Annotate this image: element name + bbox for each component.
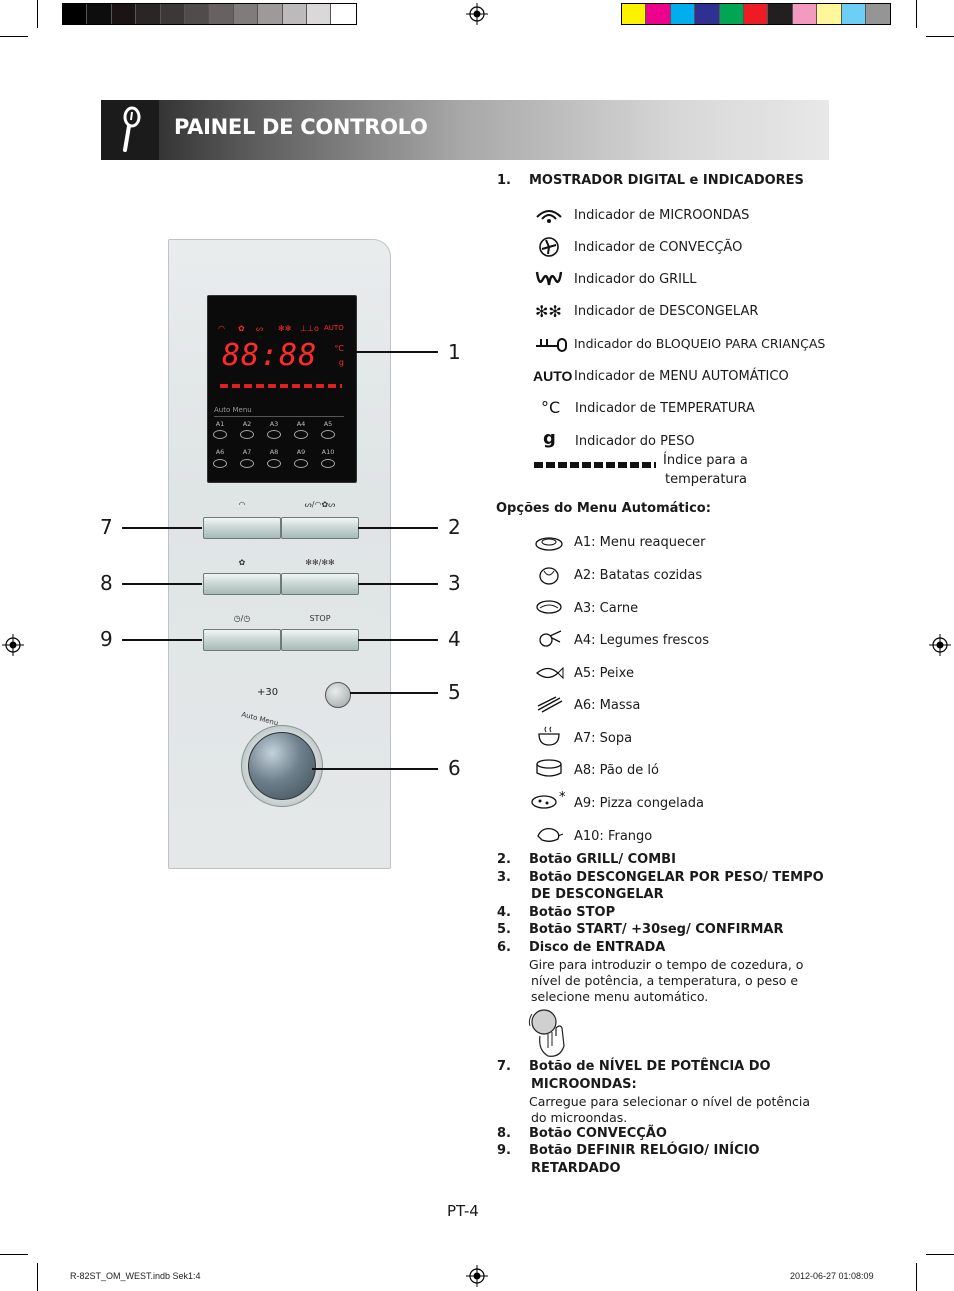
reheat-dish-icon <box>534 532 564 552</box>
clock-icon: ◷/◷ <box>233 614 251 623</box>
header-icon-box <box>101 100 159 160</box>
callout-1: 1 <box>448 340 461 364</box>
button-detail: Carregue para selecionar o nível de potência <box>529 1094 811 1109</box>
defrost-icon: ✻✻ <box>278 324 292 333</box>
callout-line <box>358 639 438 641</box>
crop-mark <box>916 0 917 28</box>
indicator-label: Indicador do PESO <box>575 434 695 449</box>
callout-4: 4 <box>448 627 461 651</box>
display-celsius: °C <box>334 344 344 353</box>
microwave-waves-icon <box>534 205 564 225</box>
item-number: 9. <box>497 1143 511 1158</box>
code-a10: A10 <box>321 448 335 456</box>
callout-2: 2 <box>448 515 461 539</box>
auto-menu-item: A4: Legumes frescos <box>574 633 710 648</box>
button-description: Botão DESCONGELAR POR PESO/ TEMPO <box>529 870 824 885</box>
crop-mark <box>926 36 954 37</box>
food-icon <box>321 430 335 439</box>
temperature-index-label: temperatura <box>665 472 747 487</box>
section-heading: MOSTRADOR DIGITAL e INDICADORES <box>529 173 804 188</box>
item-number: 5. <box>497 922 511 937</box>
auto-menu-item: A10: Frango <box>574 829 653 844</box>
microwave-waves-icon: ◠ <box>218 324 225 333</box>
food-icon <box>240 430 254 439</box>
crop-mark <box>926 1254 954 1255</box>
grill-icon: ᔕ <box>256 324 264 333</box>
chicken-icon <box>534 824 564 844</box>
display-gram: g <box>338 358 344 367</box>
crop-mark <box>37 1263 38 1291</box>
auto-icon: AUTO <box>533 368 573 384</box>
temperature-index-bars <box>220 384 342 388</box>
grill-combi-icon: ᔕ/◠✿ᔕ <box>304 500 336 509</box>
code-a9: A9 <box>296 448 306 456</box>
code-a4: A4 <box>296 420 306 428</box>
item-number: 8. <box>497 1126 511 1141</box>
code-a5: A5 <box>323 420 333 428</box>
callout-5: 5 <box>448 680 461 704</box>
auto-menu-item: A5: Peixe <box>574 666 634 681</box>
potato-icon <box>534 565 564 585</box>
food-icon <box>240 459 254 468</box>
registration-mark-icon <box>466 1265 488 1287</box>
defrost-icon: ✻✻/✻✻ <box>305 558 335 567</box>
entry-dial[interactable] <box>248 732 316 800</box>
food-icon <box>321 459 335 468</box>
code-a1: A1 <box>215 420 225 428</box>
registration-mark-icon <box>929 634 951 656</box>
button-description: Disco de ENTRADA <box>529 940 666 955</box>
crop-mark <box>0 36 28 37</box>
button-description: Botão CONVECÇÃO <box>529 1126 667 1141</box>
divider <box>214 416 344 417</box>
display-auto: AUTO <box>324 324 344 332</box>
item-number: 3. <box>497 870 511 885</box>
callout-3: 3 <box>448 571 461 595</box>
indicator-label: Indicador de MICROONDAS <box>574 208 750 223</box>
child-lock-icon: ⊥⊥o <box>300 324 319 333</box>
control-panel-illustration <box>168 239 391 869</box>
temperature-index-label: Índice para a <box>663 453 748 468</box>
callout-line <box>358 527 438 529</box>
food-icon <box>294 459 308 468</box>
registration-mark-icon <box>2 634 24 656</box>
convection-fan-icon: ✿ <box>238 558 246 567</box>
temperature-index-icon <box>534 462 656 468</box>
button-description: Botão GRILL/ COMBI <box>529 852 676 867</box>
convection-fan-icon <box>534 237 564 257</box>
indicator-label: Indicador de CONVECÇÃO <box>574 240 743 255</box>
fish-icon <box>534 663 564 683</box>
crop-mark <box>0 1254 28 1255</box>
button-description: Botão de NÍVEL DE POTÊNCIA DO <box>529 1059 771 1074</box>
button-description: DE DESCONGELAR <box>531 887 664 902</box>
button-description: MICROONDAS: <box>531 1077 637 1092</box>
item-number: 7. <box>497 1059 511 1074</box>
button-detail: nível de potência, a temperatura, o peso e <box>531 973 799 988</box>
auto-menu-heading: Opções do Menu Automático: <box>496 501 711 516</box>
grayscale-swatches <box>62 3 357 25</box>
defrost-button[interactable] <box>281 573 359 595</box>
knob-label: Auto Menu <box>240 710 280 728</box>
color-swatches <box>621 3 891 25</box>
callout-6: 6 <box>448 756 461 780</box>
grill-icon <box>534 269 564 289</box>
auto-menu-label: Auto Menu <box>214 406 252 414</box>
callout-line <box>358 583 438 585</box>
clock-button[interactable] <box>203 629 281 651</box>
sponge-cake-icon <box>534 758 564 778</box>
food-icon <box>267 459 281 468</box>
page-number: PT-4 <box>447 1202 479 1220</box>
code-a7: A7 <box>242 448 252 456</box>
code-a3: A3 <box>269 420 279 428</box>
code-a6: A6 <box>215 448 225 456</box>
item-number: 1. <box>497 173 511 188</box>
callout-line <box>122 583 202 585</box>
auto-menu-item: A6: Massa <box>574 698 641 713</box>
footer-filename: R-82ST_OM_WEST.indb Sek1:4 <box>70 1271 201 1281</box>
crop-mark <box>916 1263 917 1291</box>
food-icon <box>267 430 281 439</box>
auto-menu-item: A9: Pizza congelada <box>574 796 704 811</box>
item-number: 2. <box>497 852 511 867</box>
microwave-power-button[interactable] <box>203 517 281 539</box>
crop-mark <box>37 0 38 28</box>
svg-text:*: * <box>559 790 566 805</box>
auto-menu-item: A1: Menu reaquecer <box>574 535 706 550</box>
celsius-icon: °C <box>541 398 561 417</box>
grill-combi-button[interactable] <box>281 517 359 539</box>
callout-line <box>122 639 202 641</box>
registration-mark-icon <box>466 3 488 25</box>
frozen-pizza-icon <box>530 790 570 810</box>
magnifier-info-icon <box>101 100 159 160</box>
button-detail: Gire para introduzir o tempo de cozedura, o <box>529 957 804 972</box>
display-digits: 88:88 <box>222 338 318 373</box>
child-lock-icon <box>534 334 568 354</box>
button-description: Botão DEFINIR RELÓGIO/ INÍCIO <box>529 1143 760 1158</box>
button-detail: do microondas. <box>531 1110 628 1125</box>
auto-menu-item: A3: Carne <box>574 601 639 616</box>
soup-icon <box>534 726 564 746</box>
defrost-icon: ✻✻ <box>535 302 562 321</box>
callout-line <box>350 692 438 694</box>
indicator-label: Indicador de DESCONGELAR <box>574 304 759 319</box>
gram-icon: g <box>543 428 556 449</box>
food-icon <box>294 430 308 439</box>
footer-timestamp: 2012-06-27 01:08:09 <box>790 1271 874 1281</box>
callout-line <box>122 527 202 529</box>
callout-8: 8 <box>100 571 113 595</box>
auto-menu-item: A7: Sopa <box>574 731 633 746</box>
indicator-label: Indicador do BLOQUEIO PARA CRIANÇAS <box>574 336 826 351</box>
button-description: Botão START/ +30seg/ CONFIRMAR <box>529 922 784 937</box>
page-title: PAINEL DE CONTROLO <box>174 115 428 139</box>
callout-7: 7 <box>100 515 113 539</box>
code-a8: A8 <box>269 448 279 456</box>
start-button[interactable] <box>325 682 351 708</box>
meat-icon <box>534 598 564 618</box>
callout-line <box>356 351 438 353</box>
indicator-label: Indicador do GRILL <box>574 272 697 287</box>
convection-fan-icon: ✿ <box>238 324 245 333</box>
stop-button[interactable] <box>281 629 359 651</box>
item-number: 6. <box>497 940 511 955</box>
food-icon <box>213 459 227 468</box>
code-a2: A2 <box>242 420 252 428</box>
section-header <box>101 100 829 160</box>
item-number: 4. <box>497 905 511 920</box>
food-icon <box>213 430 227 439</box>
hand-turning-dial-icon <box>526 1006 570 1058</box>
callout-9: 9 <box>100 627 113 651</box>
button-description: RETARDADO <box>531 1161 621 1176</box>
indicator-label: Indicador de MENU AUTOMÁTICO <box>574 369 789 384</box>
callout-line <box>312 768 438 770</box>
button-detail: selecione menu automático. <box>531 989 709 1004</box>
microwave-waves-icon: ◠ <box>238 500 246 509</box>
pasta-icon <box>534 694 564 714</box>
auto-menu-item: A2: Batatas cozidas <box>574 568 703 583</box>
button-description: Botão STOP <box>529 905 616 920</box>
start-label: +30 <box>257 687 279 698</box>
auto-menu-item: A8: Pão de ló <box>574 763 659 778</box>
digital-display <box>207 295 357 483</box>
convection-button[interactable] <box>203 573 281 595</box>
vegetables-icon <box>534 628 564 648</box>
stop-label: STOP <box>309 614 331 623</box>
indicator-label: Indicador de TEMPERATURA <box>575 401 755 416</box>
